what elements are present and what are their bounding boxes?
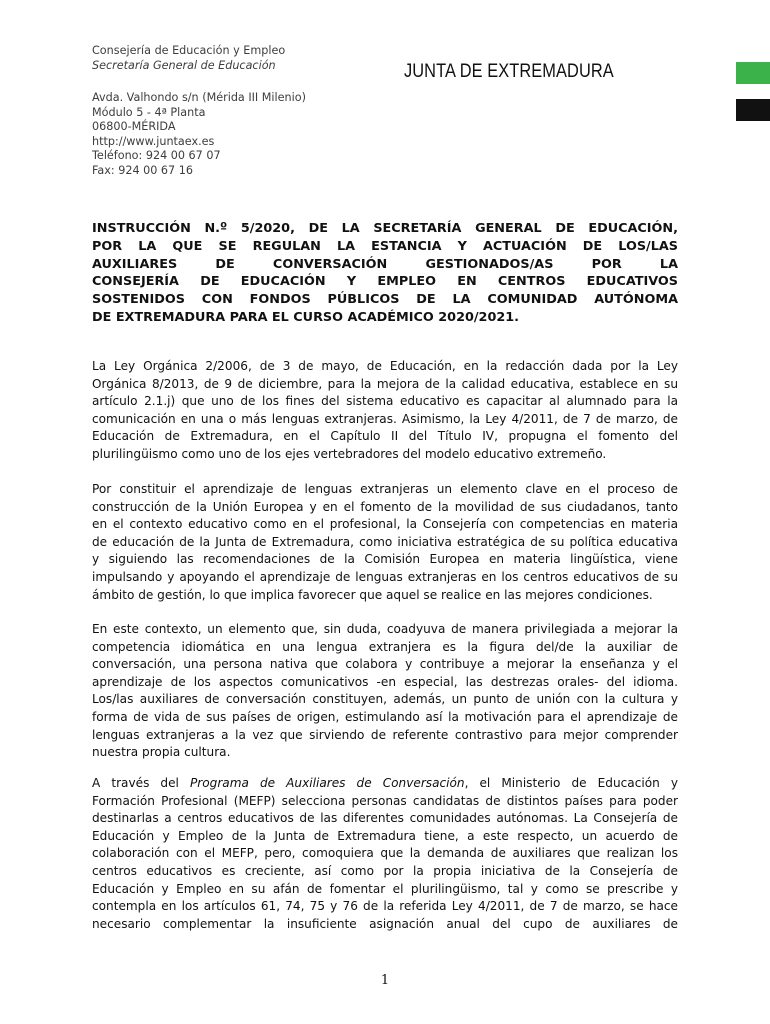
document-title (92, 220, 678, 327)
title-line: INSTRUCCIÓN N.º 5/2020, DE LA SECRETARÍA GENERAL DE EDUCACIÓN, (92, 221, 678, 236)
text-fragment: , el Ministerio de Educación y (464, 776, 678, 790)
text-line: nuestra propia cultura. (92, 745, 231, 760)
address-block (92, 91, 372, 179)
text-line: lenguas extranjeras a la vez que sirviendo de referente contrastivo para mejor comprender (92, 727, 678, 742)
sender-block (92, 44, 372, 73)
title-line: SOSTENIDOS CON FONDOS PÚBLICOS DE LA COMUNIDAD AUTÓNOMA (92, 292, 678, 308)
address-line: 06800-MÉRIDA (92, 120, 176, 134)
paragraph-1 (92, 358, 678, 464)
text-line: comunicación en una o más lenguas extranjeras. Asimismo, la Ley 4/2011, de 7 de marzo, de (92, 411, 678, 426)
website-link[interactable]: http://www.juntaex.es (92, 134, 215, 148)
text-line: forma de vida de sus países de origen, estimulando así la motivación para el aprendizaje de (92, 709, 678, 724)
paragraph-3 (92, 621, 678, 762)
text-line: centros educativos es creciente, así como por la propia iniciativa de la Consejería de (92, 863, 678, 878)
text-line (92, 775, 678, 793)
secretariat-name: Secretaría General de Educación (92, 58, 276, 72)
page-number: 1 (380, 973, 390, 988)
text-line: La Ley Orgánica 2/2006, de 3 de mayo, de Educación, en la redacción dada por la Ley (92, 359, 678, 373)
text-line: Formación Profesional (MEFP) selecciona personas candidatas de distintos países para poder (92, 793, 678, 808)
text-line: En este contexto, un elemento que, sin duda, coadyuva de manera privilegiada a mejorar la (92, 622, 678, 636)
title-line: POR LA QUE SE REGULAN LA ESTANCIA Y ACTUACIÓN DE LOS/LAS (92, 238, 678, 254)
title-line: CONSEJERÍA DE EDUCACIÓN Y EMPLEO EN CENTROS EDUCATIVOS (92, 274, 678, 290)
title-line: DE EXTREMADURA PARA EL CURSO ACADÉMICO 2020/2021. (92, 309, 520, 325)
text-line: necesario complementar la insuficiente asignación anual del cupo de auxiliares de (92, 916, 678, 931)
text-line: y siguiendo las recomendaciones de la Comisión Europea en materia lingüística, viene (92, 552, 678, 567)
paragraph-4 (92, 775, 678, 933)
text-line: artículo 2.1.j) que uno de los fines del sistema educativo es capacitar al alumnado para la (92, 394, 678, 409)
text-line: aprendizaje de los aspectos comunicativos -en especial, las destrezas orales- del idioma. (92, 674, 678, 689)
text-fragment: A través del (92, 776, 190, 790)
paragraph-2 (92, 481, 678, 604)
department-name: Consejería de Educación y Empleo (92, 44, 286, 57)
black-tab-marker (736, 99, 770, 121)
text-line: en el contexto educativo como en el profesional, la Consejería con competencias en materia (92, 517, 678, 532)
phone-line: Teléfono: 924 00 67 07 (92, 149, 221, 163)
text-line: colaboración con el MEFP, pero, comoquiera que la demanda de auxiliares que realizan los (92, 846, 678, 861)
green-tab-marker (736, 62, 770, 84)
title-line: AUXILIARES DE CONVERSACIÓN GESTIONADOS/AS POR LA (92, 256, 678, 272)
text-line: destinarlas a centros educativos de las diferentes comunidades autónomas. La Consejería de (92, 811, 678, 826)
text-line: competencia idiomática en una lengua extranjera es la figura del/de la auxiliar de (92, 639, 678, 654)
text-line: Por constituir el aprendizaje de lenguas extranjeras un elemento clave en el proceso de (92, 482, 678, 496)
text-line: de educación de la Junta de Extremadura, como iniciativa estratégica de su política educativa (92, 534, 678, 549)
text-line: Educación y Empleo en su afán de fomentar el plurilingüismo, tal y como se prescribe y (92, 881, 678, 896)
address-line: Módulo 5 - 4ª Planta (92, 105, 206, 119)
text-line: Orgánica 8/2013, de 9 de diciembre, para la mejora de la calidad educativa, establece en su (92, 376, 678, 391)
text-line: construcción de la Unión Europea y en el fomento de la movilidad de sus ciudadanos, tanto (92, 499, 678, 514)
text-line: contempla en los artículos 61, 74, 75 y 76 de la referida Ley 4/2011, de 7 de marzo, se hace (92, 899, 678, 914)
text-line: ámbito de gestión, lo que implica favorecer que aquel se realice en las mejores condiciones. (92, 587, 653, 602)
program-name: Programa de Auxiliares de Conversación (189, 776, 465, 790)
text-line: Educación y Empleo de la Junta de Extremadura tiene, a este respecto, un acuerdo de (92, 828, 678, 843)
text-line: conversación, una persona nativa que colabora y contribuye a mejorar la enseñanza y el (92, 657, 678, 672)
text-line: impulsando y apoyando el aprendizaje de lenguas extranjeras en los centros educativos de su (92, 569, 678, 584)
junta-extremadura-logo: JUNTA DE EXTREMADURA (404, 60, 614, 82)
text-line: plurilingüismo como uno de los ejes vertebradores del modelo educativo extremeño. (92, 446, 607, 461)
address-line: Avda. Valhondo s/n (Mérida III Milenio) (92, 91, 306, 104)
fax-line: Fax: 924 00 67 16 (92, 163, 193, 177)
text-line: Educación de Extremadura, en el Capítulo II del Título IV, propugna el fomento del (92, 429, 678, 444)
text-line: Los/las auxiliares de conversación constituyen, además, un punto de unión con la cultura y (92, 692, 678, 707)
